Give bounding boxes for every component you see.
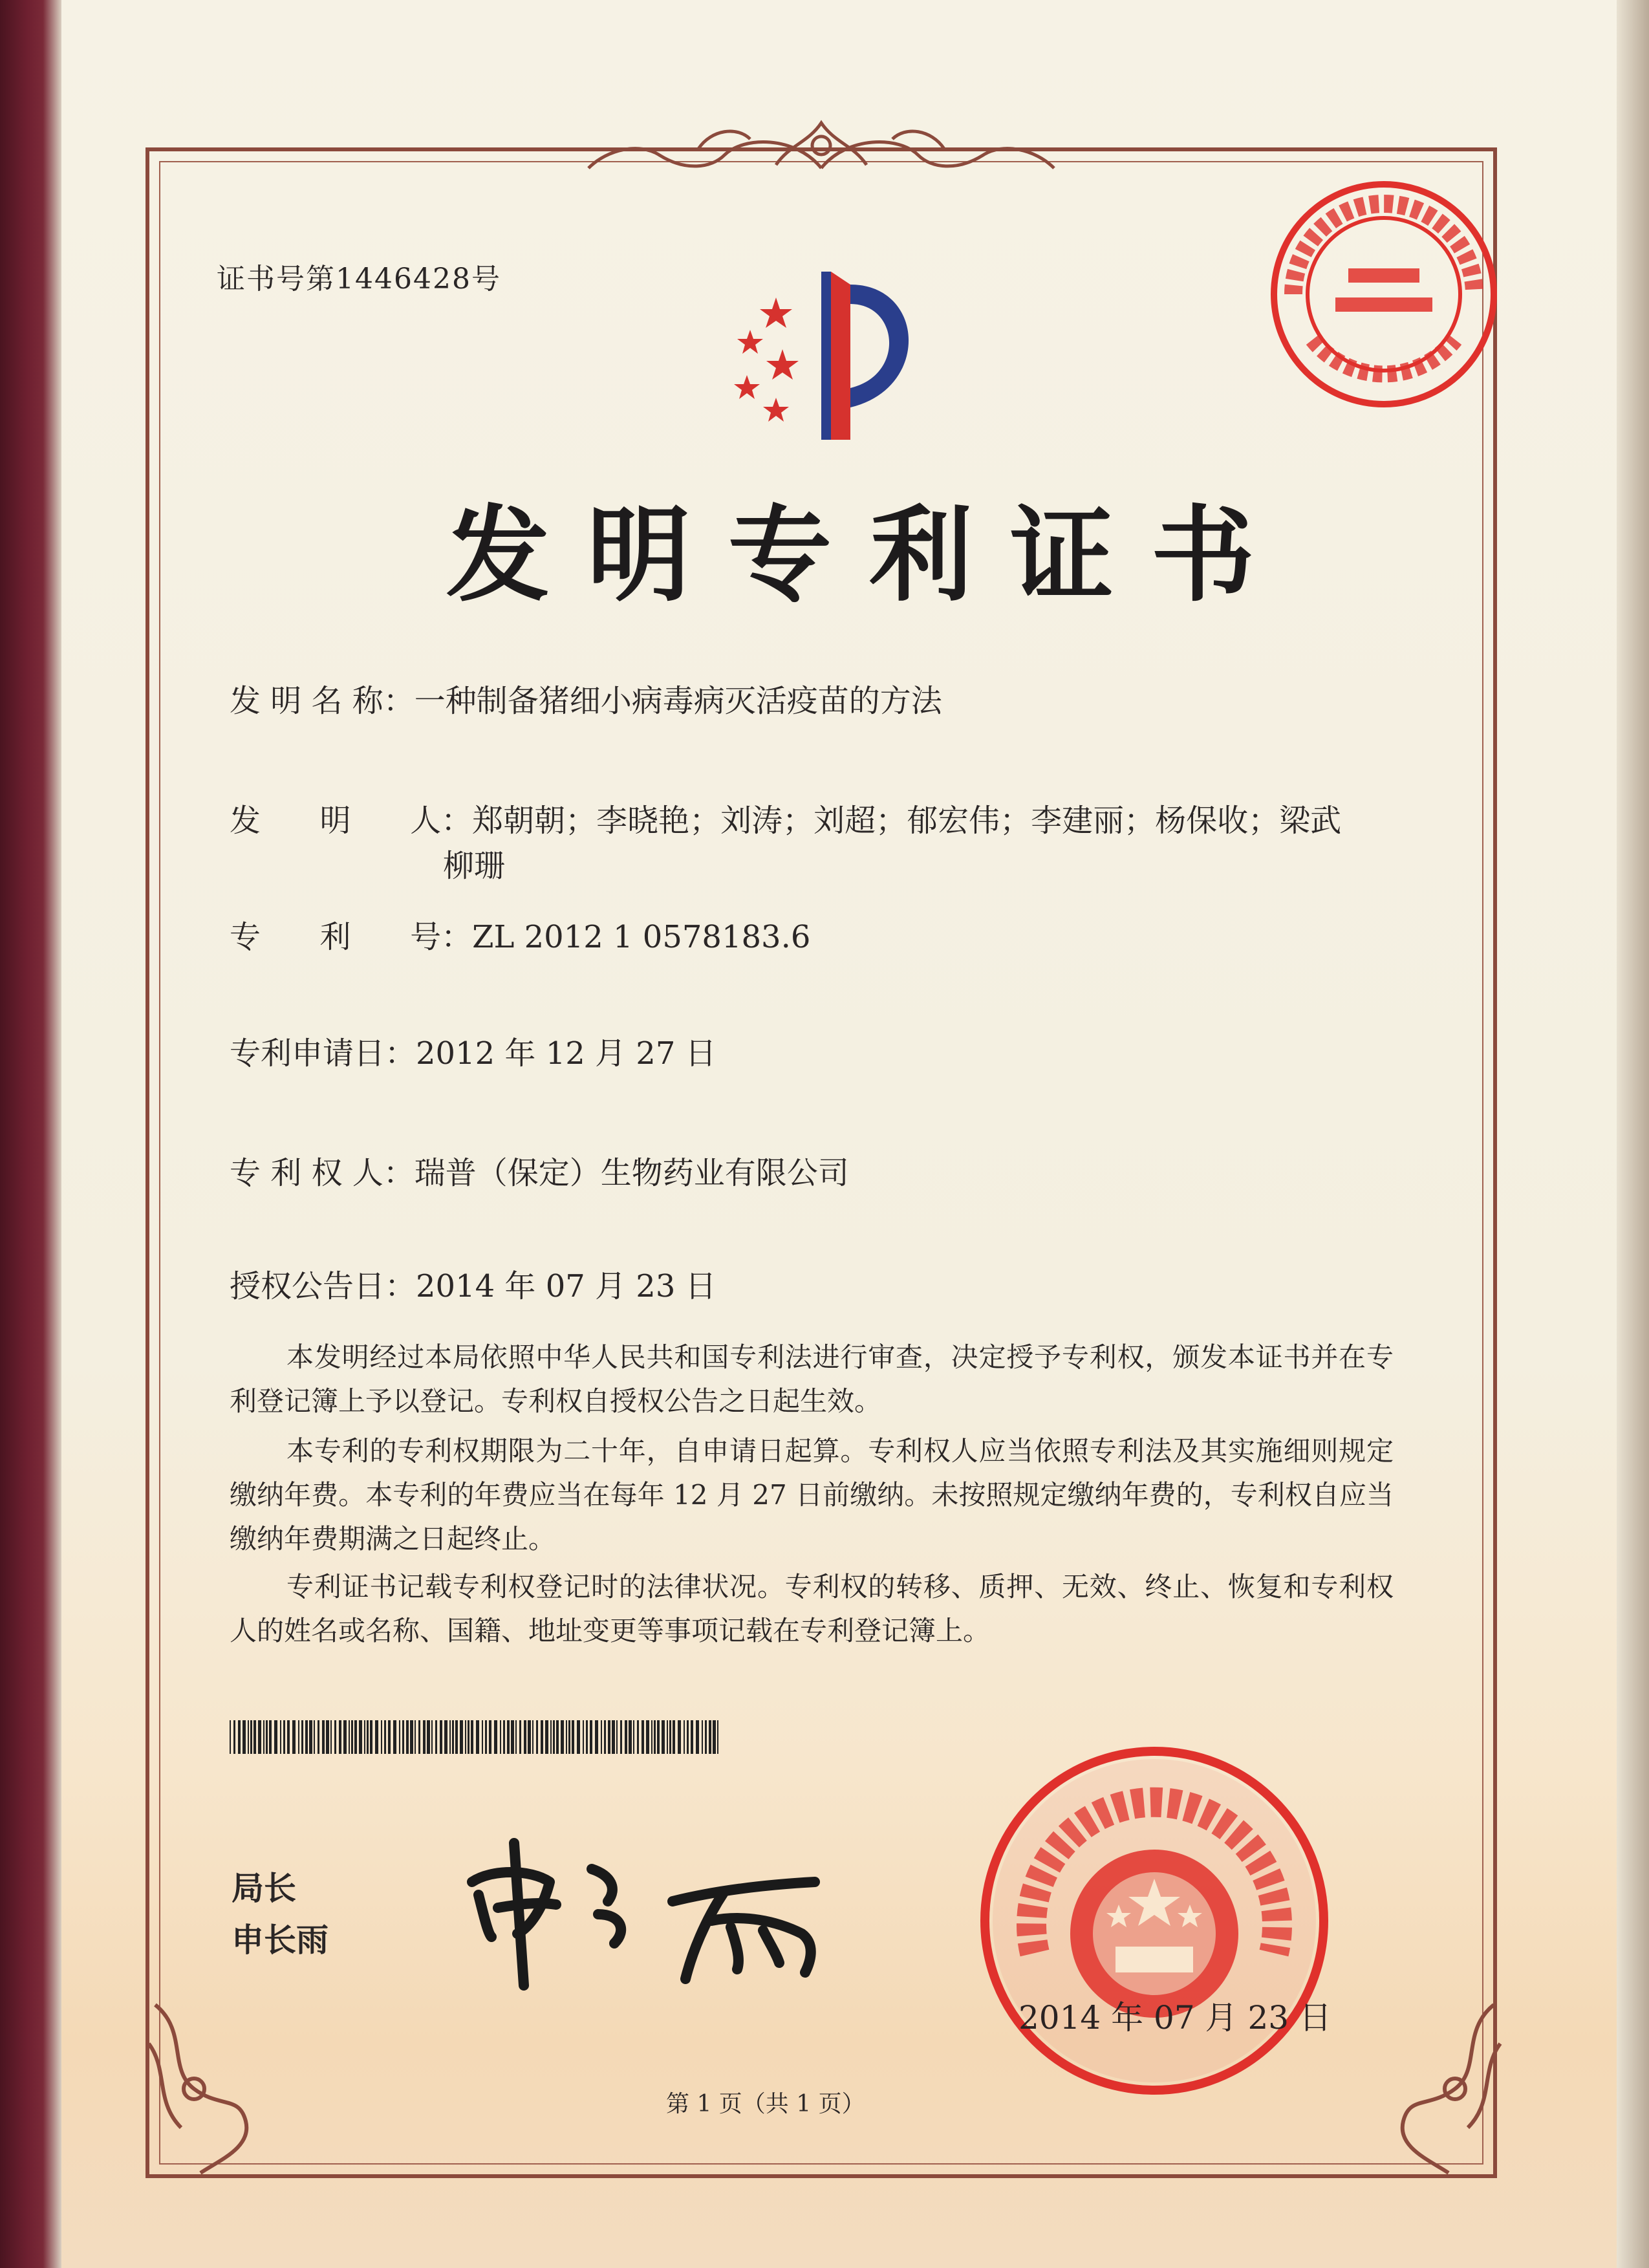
patent-number-row: [230, 912, 810, 956]
invention-name-label: 发 明 名 称：: [230, 683, 415, 719]
director-name: 申长雨: [232, 1921, 329, 1959]
invention-name-row: [230, 676, 942, 720]
bottom-right-ornament-icon: [1377, 1992, 1520, 2186]
patent-number-value: ZL 2012 1 0578183.6: [472, 919, 811, 955]
invention-name-value: 一种制备猪细小病毒病灭活疫苗的方法: [414, 683, 942, 719]
paragraph-term: 本专利的专利权期限为二十年，自申请日起算。专利权人应当依照专利法及其实施细则规定缴纳年费。本专利的年费应当在每年 12 月 27 日前缴纳。未按照规定缴纳年费的，专利权自应当缴纳年费期满之日起终止。: [230, 1435, 1394, 1555]
patent-office-seal-icon: [973, 1740, 1335, 2102]
inventors-value-line2: 柳珊: [443, 848, 506, 884]
patentee-row: [230, 1148, 849, 1193]
binding-spine: [0, 0, 61, 2268]
filing-date-label: 专利申请日：: [230, 1035, 416, 1072]
paragraph-legal-status: 专利证书记载专利权登记时的法律状况。专利权的转移、质押、无效、终止、恢复和专利权人的姓名或名称、国籍、地址变更等事项记载在专利登记簿上。: [230, 1571, 1394, 1647]
barcode-icon: [230, 1720, 721, 1754]
certificate-title: 发明专利证书: [446, 494, 1293, 616]
grant-date-value: 2014 年 07 月 23 日: [416, 1268, 717, 1304]
tax-seal-icon: [1267, 178, 1500, 411]
patentee-value: 瑞普（保定）生物药业有限公司: [414, 1155, 849, 1191]
patent-number-label: 专 利 号：: [230, 919, 473, 955]
grant-date-label: 授权公告日：: [230, 1268, 416, 1304]
inventors-label: 发 明 人：: [230, 803, 473, 839]
patent-office-logo-icon: [711, 259, 970, 453]
filing-date-row: [230, 1028, 717, 1073]
director-title: 局长: [232, 1870, 296, 1907]
seal-date: 2014 年 07 月 23 日: [1018, 1999, 1331, 2036]
paragraph-examination: 本发明经过本局依照中华人民共和国专利法进行审查，决定授予专利权，颁发本证书并在专利登记簿上予以登记。专利权自授权公告之日起生效。: [230, 1341, 1394, 1417]
inventors-row: [230, 795, 1341, 840]
grant-date-row: [230, 1261, 717, 1306]
page-number: 第 1 页（共 1 页）: [666, 2091, 865, 2117]
top-ornament-icon: [582, 110, 1061, 188]
patentee-label: 专 利 权 人：: [230, 1155, 415, 1191]
inventors-value-line1: 郑朝朝；李晓艳；刘涛；刘超；郁宏伟；李建丽；杨保收；梁武: [472, 803, 1342, 839]
page-edge: [1617, 0, 1649, 2268]
director-signature-icon: [453, 1824, 854, 1992]
filing-date-value: 2012 年 12 月 27 日: [416, 1035, 717, 1072]
certificate-number: 证书号第1446428号: [217, 263, 501, 296]
bottom-left-ornament-icon: [129, 1992, 272, 2186]
